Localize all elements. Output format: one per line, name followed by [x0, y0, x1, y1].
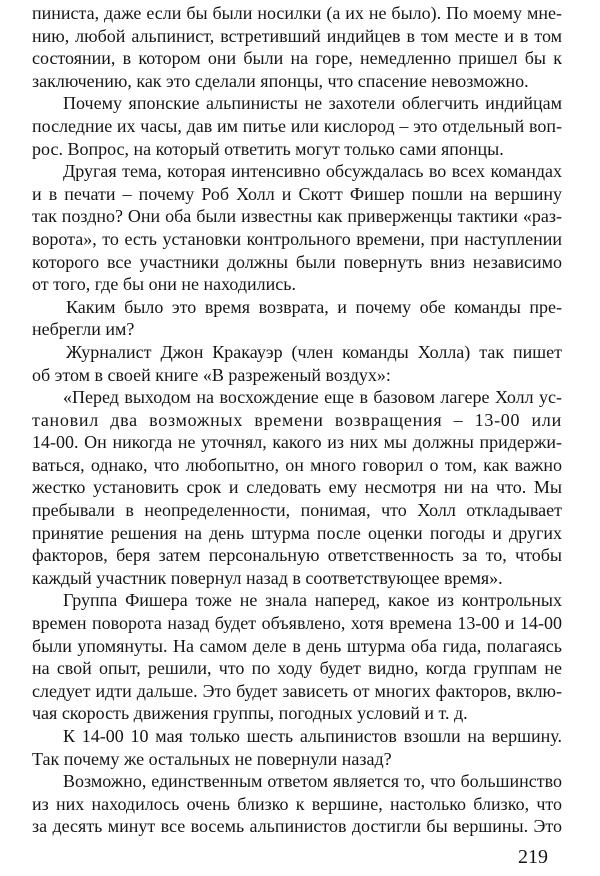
text-line: 14-00. Он никогда не уточнял, какого из них мы должны придержи- — [32, 432, 562, 453]
text-line: факторов, беря затем персональную ответственность за то, чтобы — [32, 545, 562, 566]
paragraph — [32, 296, 562, 341]
text-line: от того, где бы они не находились. — [32, 274, 296, 295]
text-line: Журналист Джон Кракауэр (член команды Холла) так пишет — [66, 341, 562, 362]
text-line: заключению, как это сделали японцы, что спасение невозможно. — [32, 70, 529, 91]
text-line: жестко установить срок и следовать ему несмотря ни на что. Мы — [32, 477, 562, 498]
text-line: и в печати – почему Роб Холл и Скотт Фишер пошли на вершину — [32, 183, 562, 204]
text-line: нию, любой альпинист, встретивший индийцев в том месте и в том — [32, 25, 562, 46]
text-line: которого все участники должны были повернуть вниз независимо — [32, 251, 562, 272]
page-number: 219 — [518, 846, 548, 868]
text-line: времен поворота назад будет объявлено, хотя времена 13-00 и 14-00 — [32, 613, 562, 634]
text-line: ворота», то есть установки контрольного времени, при наступлении — [32, 228, 562, 249]
text-line: Каким было это время возврата, и почему обе команды пре- — [66, 296, 562, 317]
text-line: небрегли им? — [32, 319, 135, 340]
text-line: были упомянуты. На самом деле в день штурма оба гида, полагаясь — [32, 635, 562, 656]
paragraph — [32, 92, 562, 160]
text-line: пиниста, даже если бы были носилки (а их не было). По моему мне- — [32, 3, 562, 23]
paragraph — [32, 770, 562, 838]
text-line: об этом в своей книге «В разреженый воздух»: — [32, 364, 391, 385]
text-line: тановил два возможных времени возвращения – 13-00 или — [32, 409, 562, 430]
paragraph — [32, 725, 562, 770]
paragraph — [32, 341, 562, 386]
text-line: последние их часы, дав им питье или кислород – это отдельный воп- — [32, 115, 562, 136]
text-line: состоянии, в котором они были на горе, немедленно пришел бы к — [32, 48, 562, 69]
paragraph — [32, 2, 562, 92]
text-line: так поздно? Они оба были известны как приверженцы тактики «раз- — [32, 206, 562, 227]
text-line: Другая тема, которая интенсивно обсуждалась во всех командах — [63, 161, 562, 182]
text-line: пребывали в неопределенности, понимая, что Холл откладывает — [32, 500, 562, 521]
text-line: Возможно, единственным ответом является то, что большинство — [63, 771, 562, 792]
text-line: на свой опыт, решили, что по ходу будет видно, когда группам не — [32, 658, 562, 679]
text-line: за десять минут все восемь альпинистов достигли бы вершины. Это — [32, 816, 562, 837]
text-line: принятие решения на день штурма после оценки погоды и других — [32, 522, 562, 543]
text-line: следует идти дальше. Это будет зависеть от многих факторов, вклю- — [32, 680, 562, 701]
text-column — [32, 2, 562, 838]
text-line: К 14-00 10 мая только шесть альпинистов взошли на вершину. — [63, 726, 562, 746]
paragraph — [32, 160, 562, 296]
text-line: Группа Фишера тоже не знала наперед, какое из контрольных — [63, 590, 562, 611]
text-line: рос. Вопрос, на который ответить могут только сами японцы. — [32, 138, 504, 159]
text-line: «Перед выходом на восхождение еще в базовом лагере Холл ус- — [63, 387, 562, 408]
paragraph — [32, 589, 562, 725]
text-line: ваться, однако, что любопытно, он много говорил о том, как важно — [32, 454, 562, 475]
quote-paragraph — [32, 386, 562, 589]
text-line: из них находилось очень близко к вершине, настолько близко, что — [32, 793, 562, 814]
text-line: Почему японские альпинисты не захотели облегчить индийцам — [63, 93, 562, 114]
text-line: Так почему же остальных не повернули назад? — [32, 748, 392, 769]
text-line: чая скорость движения группы, погодных условий и т. д. — [32, 703, 468, 724]
text-line: каждый участник повернул назад в соответствующее время». — [32, 567, 503, 588]
